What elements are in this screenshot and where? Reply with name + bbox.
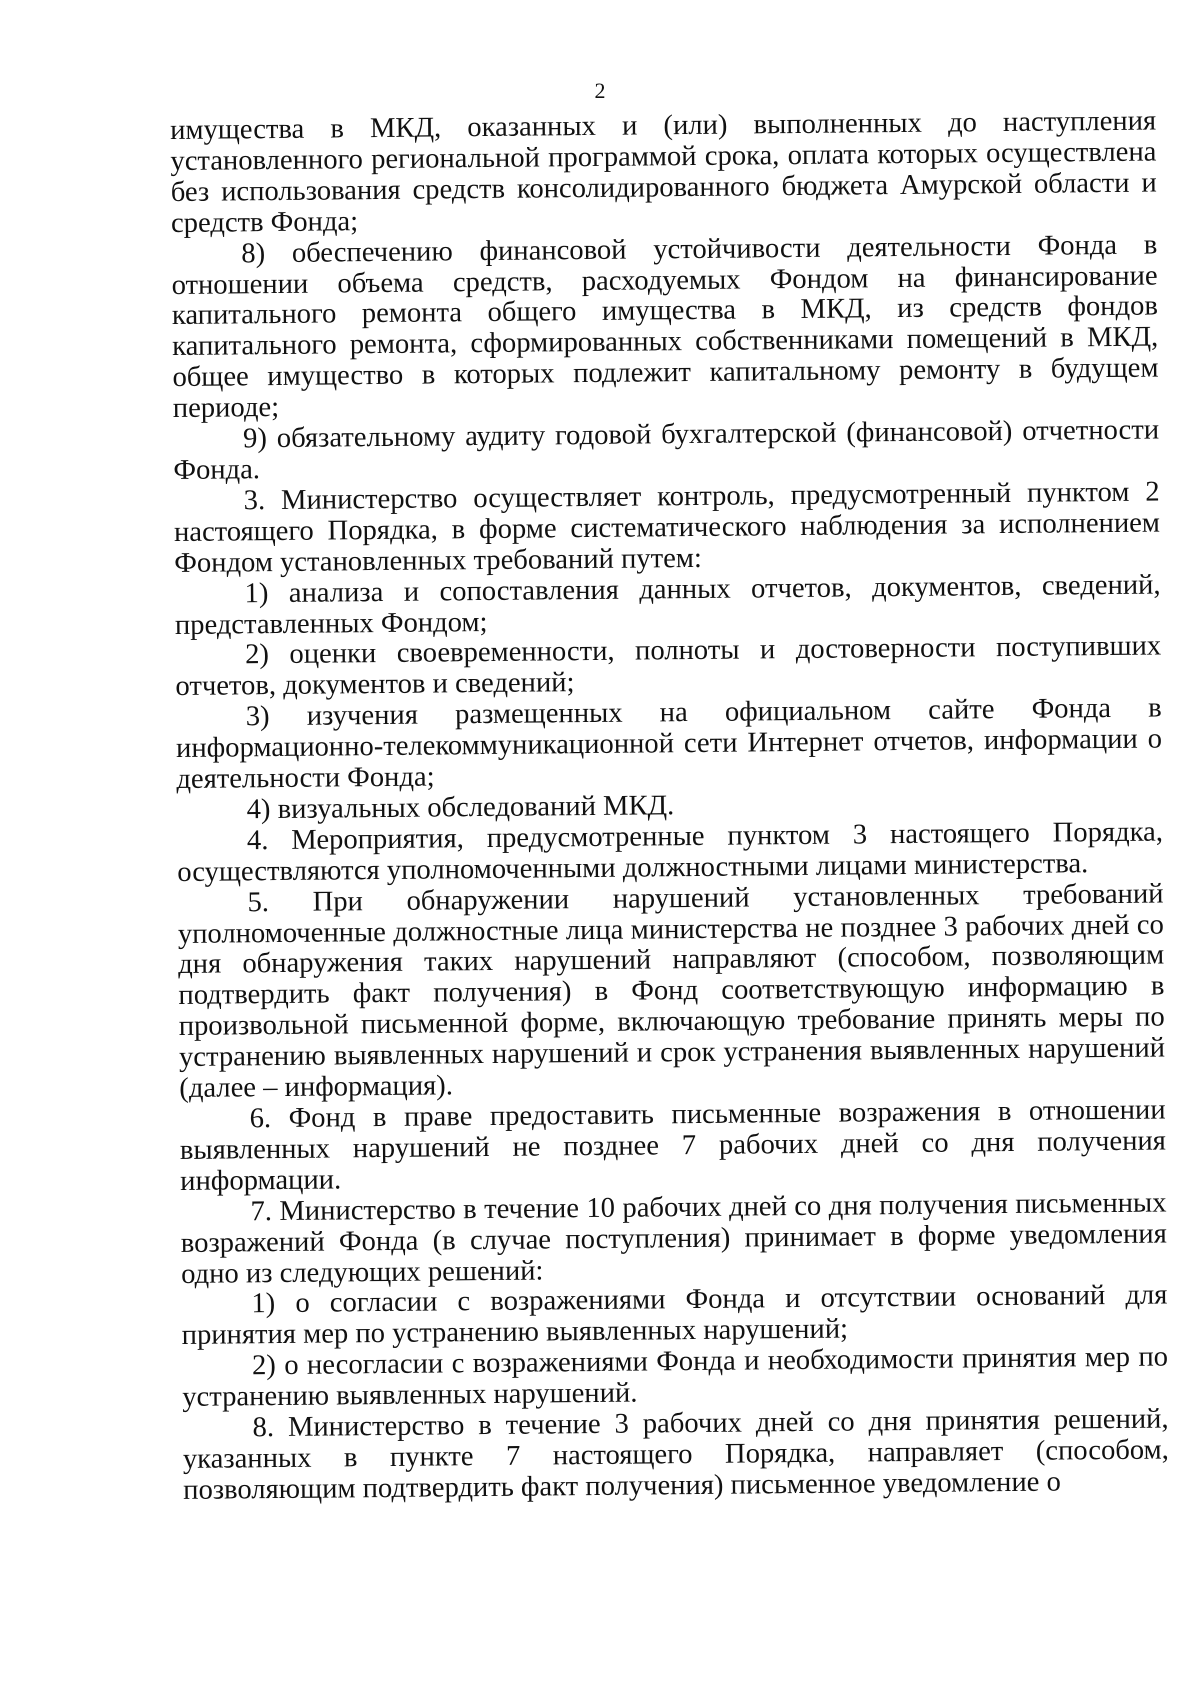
paragraph-clause-3-item-2: 2) оценки своевременности, полноты и достоверности поступивших отчетов, документов и сведений; [175, 630, 1162, 703]
paragraph-clause-3-item-4: 4) визуальных обследований МКД. [246, 790, 675, 826]
document-body [170, 107, 1169, 1507]
paragraph-clause-7-item-2: 2) о несогласии с возражениями Фонда и необходимости принятия мер по устранению выявленных нарушений. [182, 1341, 1169, 1414]
paragraph-clause-3-item-3: 3) изучения размещенных на официальном сайте Фонда в информационно-телекоммуникационной сети Интернет отчетов, информации о деятельности Фонда; [175, 692, 1163, 795]
paragraph-clause-7-item-1: 1) о согласии с возражениями Фонда и отсутствии оснований для принятия мер по устранению выявленных нарушений; [181, 1279, 1168, 1352]
page-number: 2 [594, 78, 606, 103]
paragraph-clause-3-item-1: 1) анализа и сопоставления данных отчетов, документов, сведений, представленных Фондом; [174, 569, 1161, 641]
paragraph-clause-8: 8. Министерство в течение 3 рабочих дней со дня принятия решений, указанных в пункте 7 настоящего Порядка, направляет (способом, позволяющим подтвердить факт получения) письменное уведомление о [182, 1403, 1169, 1506]
paragraph-clause-3: 3. Министерство осуществляет контроль, предусмотренный пунктом 2 настоящего Порядка, в форме систематического наблюдения за исполнением Фондом установленных требований путем: [173, 476, 1161, 579]
paragraph-clause-6: 6. Фонд в праве предоставить письменные возражения в отношении выявленных нарушений не позднее 7 рабочих дней со дня получения информации. [179, 1094, 1167, 1197]
paragraph-clause-5: 5. При обнаружении нарушений установленных требований уполномоченные должностные лица министерства не позднее 3 рабочих дней со дня обнаружения таких нарушений направляют (способом, позволяющим подтвердить факт получения) в Фонд соответствующую информацию в произвольной письменной форме, включающую требование принять меры по устранению выявленных нарушений и срок устранения выявленных нарушений (далее – информация). [177, 878, 1166, 1105]
paragraph-item-9: 9) обязательному аудиту годовой бухгалтерской (финансовой) отчетности Фонда. [173, 414, 1160, 486]
paragraph-item-8: 8) обеспечению финансовой устойчивости деятельности Фонда в отношении объема средств, расходуемых Фондом на финансирование капитального ремонта общего имущества в МКД, из средств фондов капитального ремонта, сформированных собственниками помещений в МКД, общее имущество в которых подлежит капитальному ремонту в будущем периоде; [171, 229, 1159, 425]
paragraph-clause-4: 4. Мероприятия, предусмотренные пунктом 3 настоящего Порядка, осуществляются уполномоченными должностными лицами министерства. [177, 816, 1164, 888]
paragraph-clause-7: 7. Министерство в течение 10 рабочих дней со дня получения письменных возражений Фонда (в случае поступления) принимает в форме уведомления одно из следующих решений: [180, 1187, 1167, 1290]
paragraph-continuation: имущества в МКД, оказанных и (или) выполненных до наступления установленного региональной программой срока, оплата которых осуществлена без использования средств консолидированного бюджета Амурской области и средств Фонда; [169, 105, 1157, 239]
